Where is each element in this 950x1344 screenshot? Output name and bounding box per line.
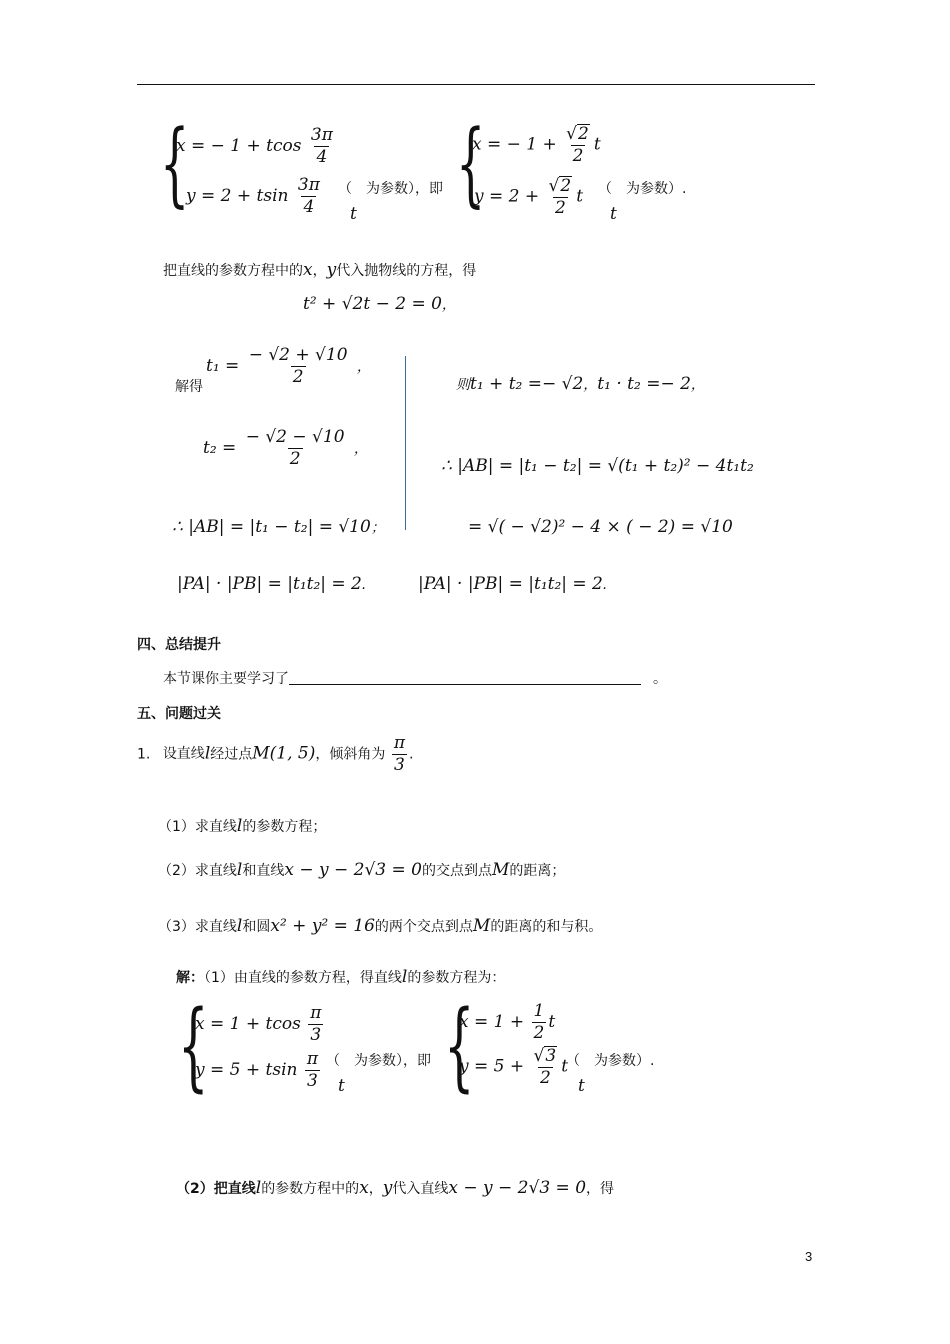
s-sys2-param-t: t [578,1076,585,1096]
sys2-y-eq: y = 2 + $\frac{√2}{2}$ t [474,176,584,218]
s-sys1-param-note: （ 为参数），即 [326,1053,431,1069]
sys2-x-eq: x = − 1 + $\frac{√2}{2}$ t [472,124,601,166]
header-rule [137,84,815,85]
section-four-heading: 四、总结提升 [137,637,221,653]
pa-left: |PA| · |PB| = |t₁t₂| = 2. [177,574,367,594]
subquestion-1: （1）求直线l的参数方程； [158,816,327,836]
sys1-x-eq: x = − 1 + tcos $\frac{3\pi}{4}$ [176,125,333,167]
section-five-heading: 五、问题过关 [137,706,221,722]
brace-right-1: { [456,110,486,217]
subquestion-2: （2）求直线l和直线x − y − 2√3 = 0的交点到点M的距离； [158,860,566,880]
brace-right-2: { [444,990,475,1102]
brace-left-1: { [160,110,190,217]
quadratic-equation: t² + √2t − 2 = 0， [303,294,456,314]
sys1-param-note: （ 为参数），即 [338,181,443,197]
t1-solution: t₁ = $\frac{- √2 + √10}{2}$ ， [206,345,371,387]
page-number: 3 [805,1249,813,1264]
solve-label: 解得 [175,379,203,395]
right-ab-formula: ∴ |AB| = |t₁ − t₂| = √(t₁ + t₂)² − 4t₁t₂ [441,456,754,476]
brace-left-2: { [178,990,209,1102]
sys1-param-t: t [350,204,357,224]
sys2-param-note: （ 为参数）. [598,181,687,197]
question-1: 1. 设直线l经过点M(1, 5)，倾斜角为 $\frac{\pi}{3}$ . [137,733,414,775]
substitution-text: 把直线的参数方程中的x，y代入抛物线的方程，得 [163,260,477,280]
right-ab-value: = √( − √2)² − 4 × ( − 2) = √10 [468,517,733,537]
s-sys1-y-eq: y = 5 + tsin $\frac{\pi}{3}$ [195,1049,319,1091]
ab-left: ∴ |AB| = |t₁ − t₂| = √10； [172,517,385,537]
s-sys2-param-note: （ 为参数）. [566,1053,655,1069]
sys2-param-t: t [610,204,617,224]
subquestion-3: （3）求直线l和圆x² + y² = 16的两个交点到点M的距离的和与积。 [158,916,603,936]
part-2-line: （2）把直线l的参数方程中的x，y代入直线x − y − 2√3 = 0，得 [176,1178,615,1198]
right-pa-pb: |PA| · |PB| = |t₁t₂| = 2. [418,574,608,594]
s-sys1-x-eq: x = 1 + tcos $\frac{\pi}{3}$ [195,1003,322,1045]
summary-line: 本节课你主要学习了 。 [163,671,667,687]
s-sys2-y-eq: y = 5 + $\frac{√3}{2}$ t [459,1046,569,1088]
t2-solution: t₂ = $\frac{- √2 - √10}{2}$ ， [203,427,368,469]
solution-intro: 解：（1）由直线的参数方程，得直线l的参数方程为： [176,967,506,987]
right-sum-product: 则t₁ + t₂ =− √2，t₁ · t₂ =− 2， [456,374,705,394]
s-sys2-x-eq: x = 1 + $\frac{1}{2}$ t [459,1001,556,1043]
s-sys1-param-t: t [338,1076,345,1096]
sys1-y-eq: y = 2 + tsin $\frac{3\pi}{4}$ [186,175,320,217]
column-divider [405,356,406,530]
